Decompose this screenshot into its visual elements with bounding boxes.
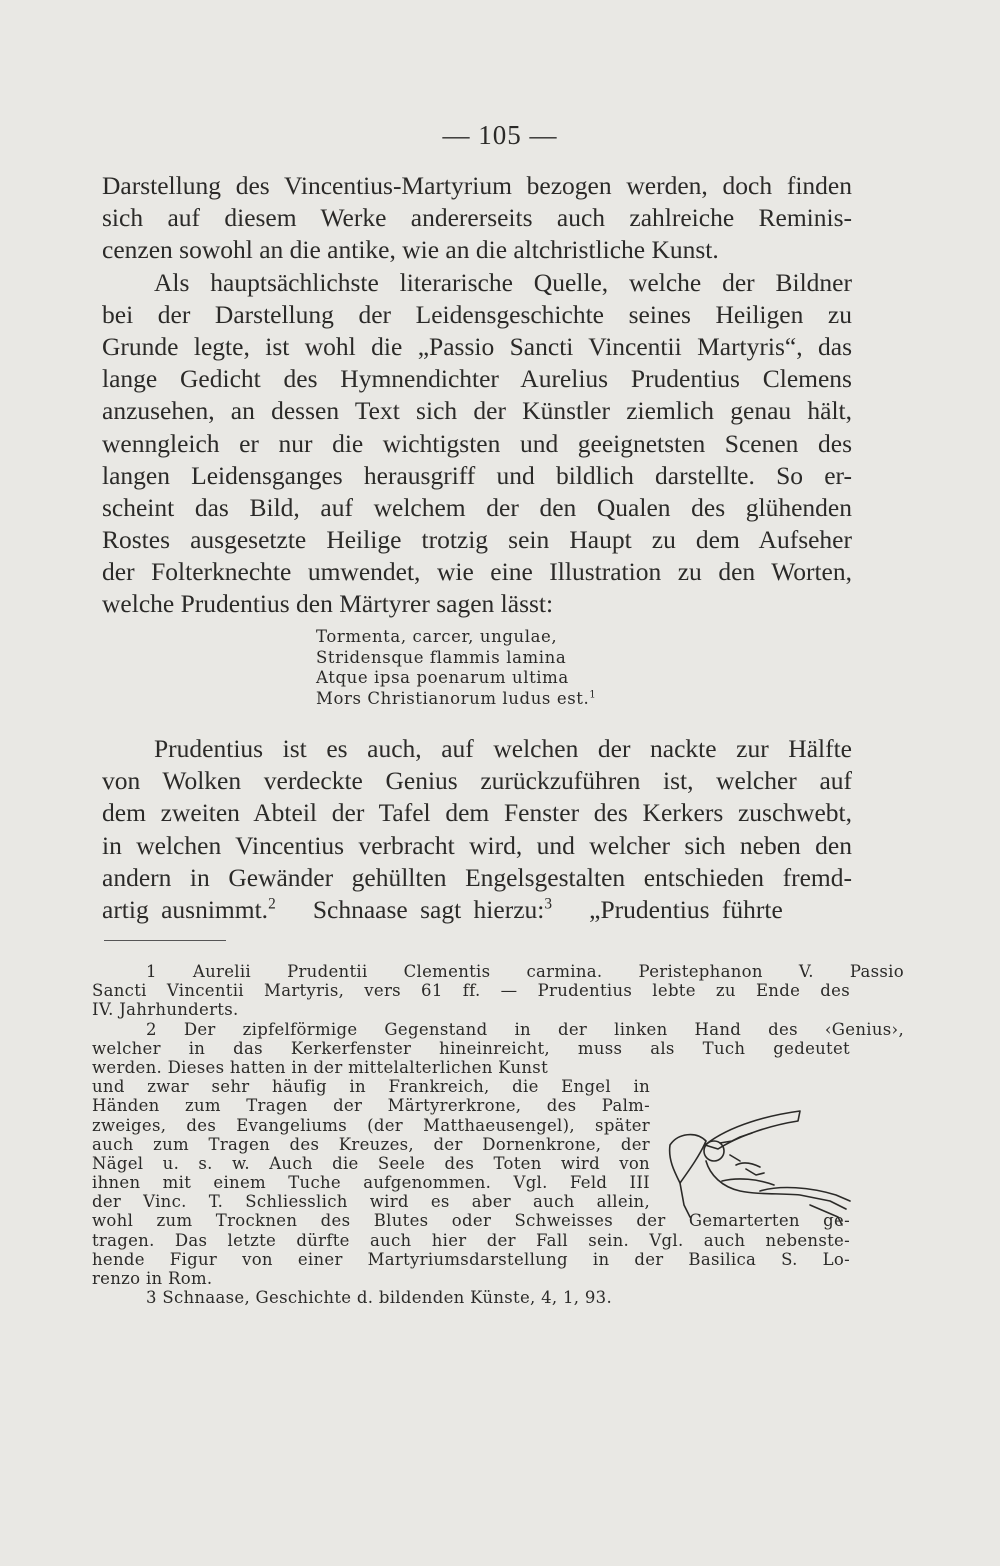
text-line: Darstellung des Vincentius-Martyrium bezogen werden, doch finden: [102, 171, 852, 200]
text-line: ihnen mit einem Tuche aufgenommen. Vgl. Feld III: [92, 1173, 650, 1193]
text-line: scheint das Bild, auf welchem der den Qualen des glühenden: [102, 492, 852, 522]
text-line: langen Leidensganges herausgriff und bildlich darstellte. So er-: [102, 460, 852, 490]
text-line: andern in Gewänder gehüllten Engelsgestalten entschieden fremd-: [102, 862, 852, 892]
body-last-line: [102, 894, 852, 926]
text-line: [102, 894, 852, 926]
text-line: IV. Jahrhunderts.: [92, 1000, 239, 1020]
text-line: welche Prudentius den Märtyrer sagen lässt:: [102, 589, 554, 619]
text-line: der Vinc. T. Schliesslich wird es aber auch allein,: [92, 1192, 650, 1212]
text-line: cenzen sowohl an die antike, wie an die altchristliche Kunst.: [102, 235, 719, 265]
footnote-ref: 1: [589, 689, 597, 700]
text-line: Händen zum Tragen der Märtyrerkrone, des Palm-: [92, 1096, 650, 1116]
text-line: Als hauptsächlichste literarische Quelle, welche der Bildner: [154, 267, 852, 297]
verse-line: Stridensque flammis lamina: [316, 647, 567, 667]
text-line: Sancti Vincentii Martyris, vers 61 ff. — Prudentius lebte zu Ende des: [92, 981, 850, 1001]
text-line: hende Figur von einer Martyriumsdarstellung in der Basilica S. Lo-: [92, 1249, 850, 1269]
wing: [670, 1135, 706, 1183]
verse-line: [316, 689, 596, 710]
text-line: lange Gedicht des Hymnendichter Aurelius Prudentius Clemens: [102, 364, 852, 394]
text-line: werden. Dieses hatten in der mittelalterlichen Kunst: [92, 1057, 548, 1077]
verse-line: Tormenta, carcer, ungulae,: [316, 627, 558, 646]
text-line: Rostes ausgesetzte Heilige trotzig sein Haupt zu dem Aufseher: [102, 525, 852, 555]
text-segment: artig ausnimmt.: [102, 895, 269, 924]
angel-figure-illustration: [660, 1105, 860, 1235]
text-line: 1 Aurelii Prudentii Clementis carmina. Peristephanon V. Passio: [146, 962, 904, 981]
text-line: in welchen Vincentius verbracht wird, und welcher sich neben den: [102, 830, 852, 860]
text-line: der Folterknechte umwendet, wie eine Illustration zu den Worten,: [102, 557, 852, 587]
text-line: dem zweiten Abteil der Tafel dem Fenster des Kerkers zuschwebt,: [102, 798, 852, 828]
head: [704, 1141, 724, 1161]
text-line: sich auf diesem Werke andererseits auch zahlreiche Reminis-: [102, 203, 852, 233]
text-line: Nägel u. s. w. Auch die Seele des Toten wird von: [92, 1153, 650, 1173]
text-segment: „Prudentius führte: [589, 895, 783, 924]
text-segment: Schnaase sagt hierzu:: [312, 895, 545, 924]
body: [706, 1161, 846, 1209]
text-line: 2 Der zipfelförmige Gegenstand in der linken Hand des ‹Genius›,: [146, 1019, 904, 1039]
text-line: Grunde legte, ist wohl die „Passio Sancti Vincentii Martyris“, das: [102, 331, 852, 361]
text-line: tragen. Das letzte dürfte auch hier der Fall sein. Vgl. auch nebenste-: [92, 1230, 850, 1250]
footnote-divider: [104, 940, 226, 941]
page-number: — 105 —: [442, 120, 558, 150]
text-line: auch zum Tragen des Kreuzes, der Dornenkrone, der: [92, 1134, 650, 1154]
text-line: renzo in Rom.: [92, 1269, 213, 1288]
text-line: von Wolken verdeckte Genius zurückzuführen ist, welcher auf: [102, 766, 852, 796]
text-line: zweiges, des Evangeliums (der Matthaeusengel), später: [92, 1115, 650, 1135]
text-line: und zwar sehr häufig in Frankreich, die Engel in: [92, 1077, 650, 1097]
text-line: wohl zum Trocknen des Blutes oder Schweisses der Gemarterten ge-: [92, 1211, 850, 1231]
text-line: 3 Schnaase, Geschichte d. bildenden Künste, 4, 1, 93.: [146, 1288, 613, 1308]
verse-line: Atque ipsa poenarum ultima: [316, 668, 569, 687]
footnote-ref: 3: [544, 895, 553, 913]
verse-quotation: [316, 627, 596, 709]
text-line: welcher in das Kerkerfenster hineinreicht, muss als Tuch gedeutet: [92, 1038, 850, 1058]
text-line: Prudentius ist es auch, auf welchen der nackte zur Hälfte: [154, 734, 852, 763]
body-paragraphs-1: [102, 170, 852, 621]
text-line: wenngleich er nur die wichtigsten und geeignetsten Scenen des: [102, 428, 852, 458]
footnote-ref: 2: [268, 895, 276, 913]
text-line: bei der Darstellung der Leidensgeschichte seines Heiligen zu: [102, 299, 852, 329]
text-line: anzusehen, an dessen Text sich der Künstler ziemlich genau hält,: [102, 396, 852, 426]
verse-line-text: Mors Christianorum ludus est.: [316, 688, 590, 708]
body-paragraphs-2: [102, 733, 852, 894]
